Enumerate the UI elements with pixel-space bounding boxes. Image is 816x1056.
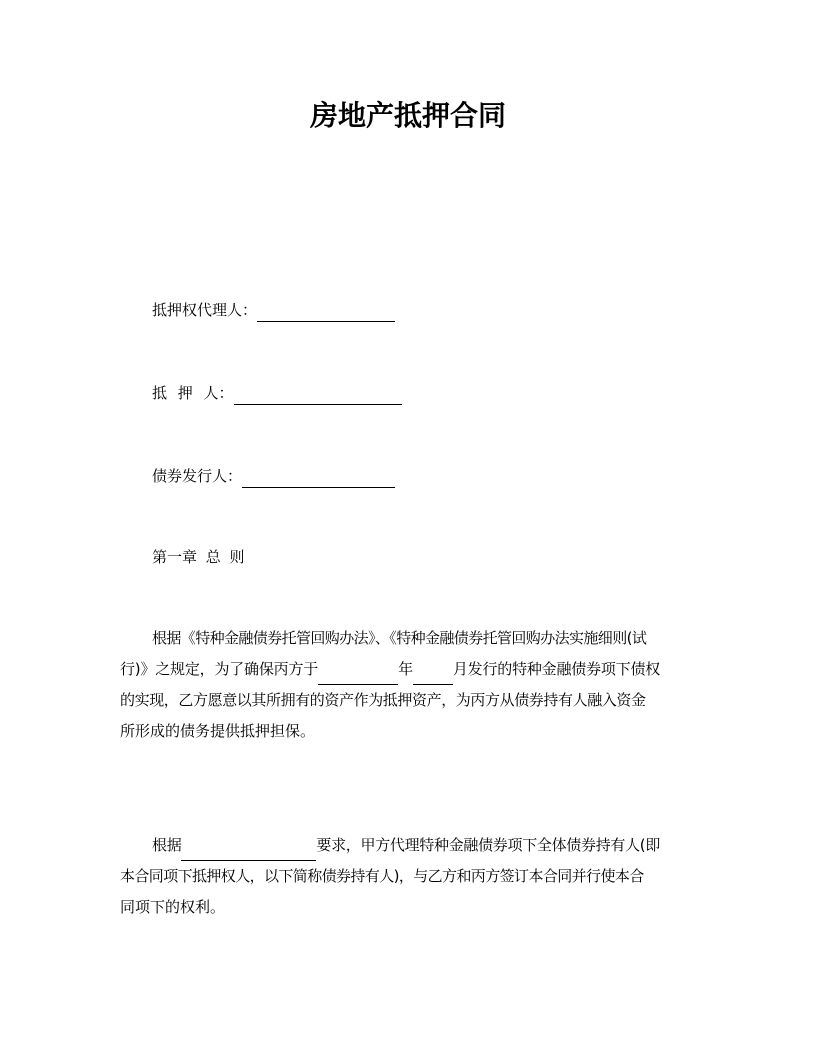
document-title: 房地产抵押合同: [309, 99, 506, 132]
text-run: 年: [398, 660, 413, 678]
paragraph-line: [120, 830, 696, 861]
blank-line: [413, 666, 453, 685]
paragraph-1: [120, 623, 696, 747]
blank-line: [257, 303, 395, 322]
paragraph-line: 同项下的权利。: [120, 898, 226, 916]
paragraph-line: [120, 654, 696, 685]
text-run: 根据: [152, 836, 182, 854]
field-label: 抵 押 人：: [152, 384, 234, 402]
blank-line: [242, 469, 395, 488]
paragraph-line: 所形成的债务提供抵押担保。: [120, 722, 316, 740]
paragraph-line: 的实现，乙方愿意以其所拥有的资产作为抵押资产，为丙方从债券持有人融入资金: [120, 691, 646, 709]
text-run: 月发行的特种金融债券项下债权: [452, 660, 661, 678]
field-mortgagor: [152, 381, 402, 405]
blank-line: [318, 666, 398, 685]
text-run: 要求，甲方代理特种金融债券项下全体债券持有人(即: [316, 836, 661, 854]
field-bond-issuer: [152, 464, 395, 488]
field-label: 抵押权代理人：: [152, 301, 258, 319]
paragraph-line: 根据《特种金融债券托管回购办法》、《特种金融债券托管回购办法实施细则(试: [152, 629, 647, 647]
paragraph-2: [120, 830, 696, 923]
field-label: 债券发行人：: [152, 467, 243, 485]
field-mortgagee-agent: [152, 298, 395, 322]
text-run: 行)》之规定，为了确保丙方于: [120, 660, 319, 678]
paragraph-line: 本合同项下抵押权人，以下简称债券持有人)，与乙方和丙方签订本合同并行使本合: [120, 867, 644, 885]
chapter-heading: 第一章 总 则: [152, 548, 245, 566]
blank-line: [234, 386, 402, 405]
blank-line: [181, 842, 316, 861]
